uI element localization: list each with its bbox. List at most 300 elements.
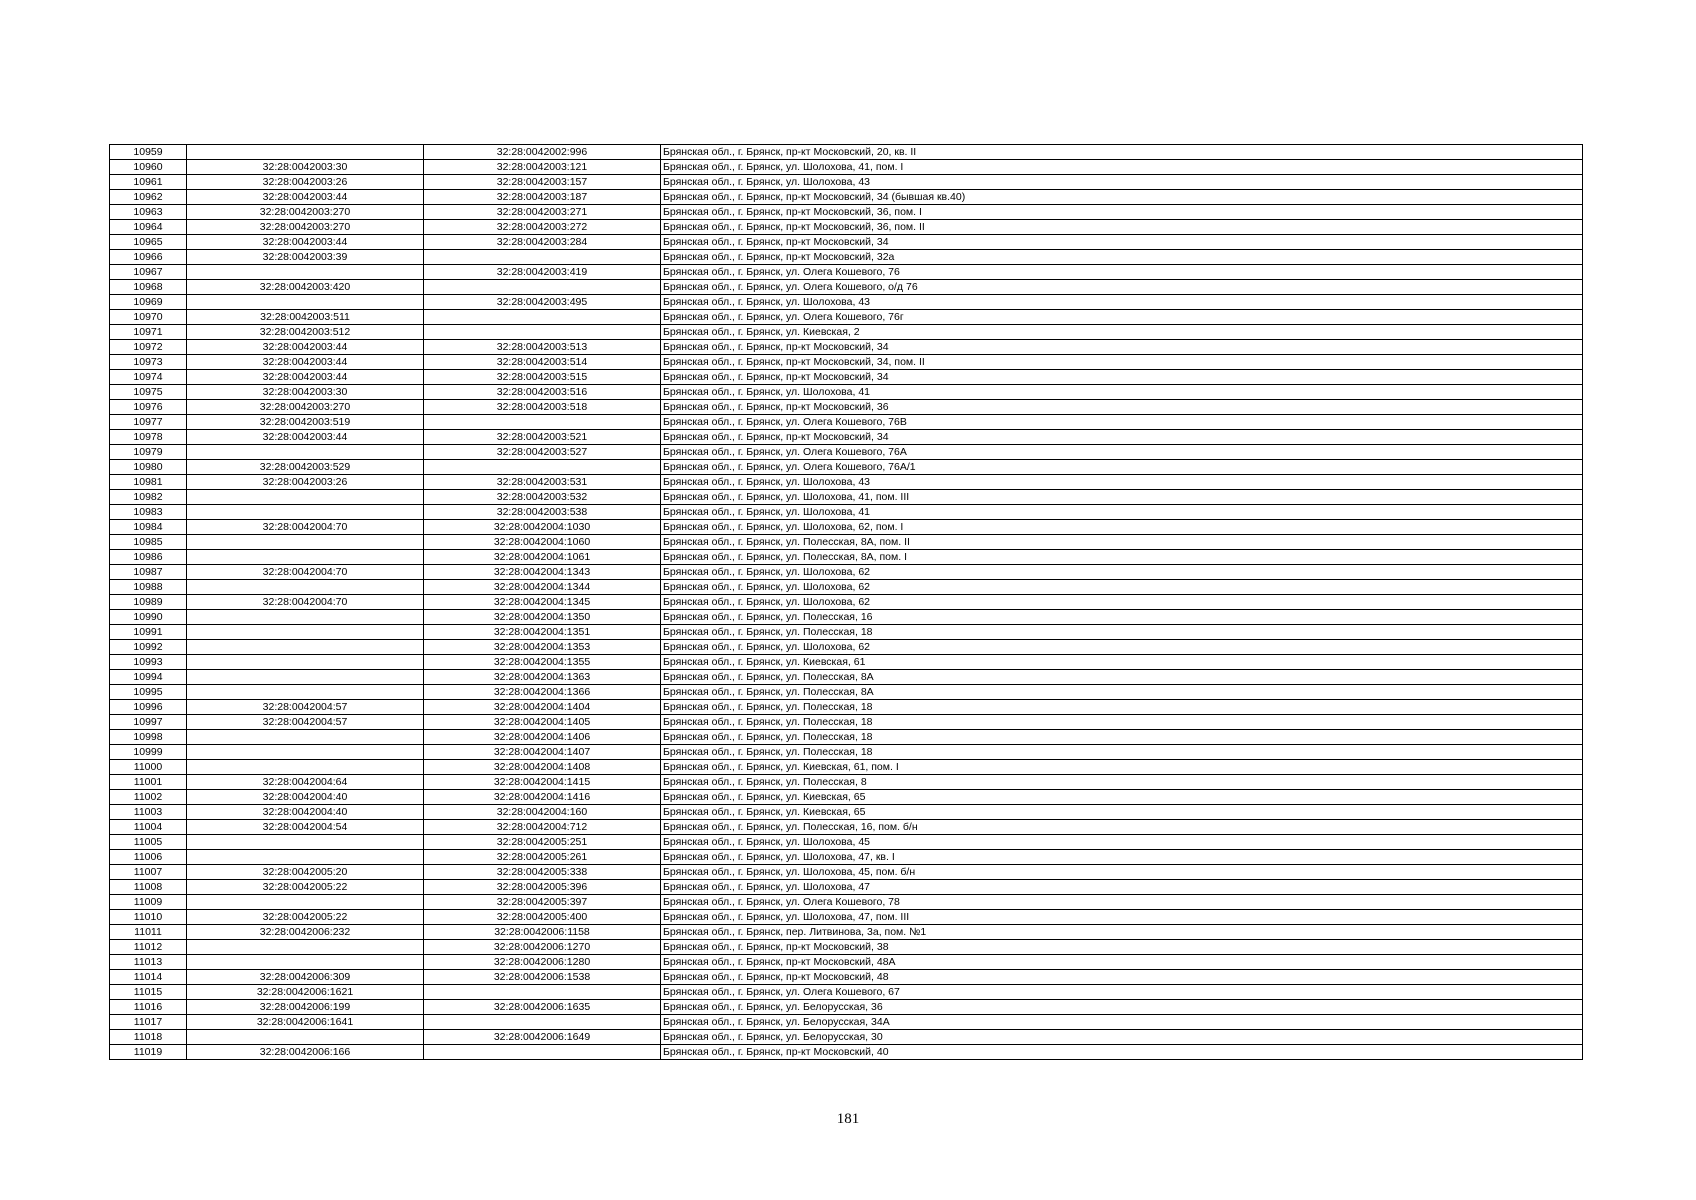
land-parcel-number-cell: [187, 265, 424, 280]
land-parcel-number-cell: 32:28:0042003:512: [187, 325, 424, 340]
land-parcel-number-cell: 32:28:0042003:44: [187, 430, 424, 445]
row-number-cell: 10960: [110, 160, 187, 175]
address-cell: Брянская обл., г. Брянск, пер. Литвинова, 3а, пом. №1: [661, 925, 1583, 940]
address-cell: Брянская обл., г. Брянск, ул. Олега Кошевого, 76г: [661, 310, 1583, 325]
row-number-cell: 10994: [110, 670, 187, 685]
object-number-cell: 32:28:0042003:513: [424, 340, 661, 355]
land-parcel-number-cell: 32:28:0042003:270: [187, 205, 424, 220]
object-number-cell: 32:28:0042004:1351: [424, 625, 661, 640]
land-parcel-number-cell: 32:28:0042004:57: [187, 700, 424, 715]
row-number-cell: 11013: [110, 955, 187, 970]
row-number-cell: 10998: [110, 730, 187, 745]
object-number-cell: [424, 280, 661, 295]
object-number-cell: 32:28:0042006:1280: [424, 955, 661, 970]
object-number-cell: 32:28:0042003:515: [424, 370, 661, 385]
table-row: [110, 355, 1583, 370]
address-cell: Брянская обл., г. Брянск, пр-кт Московский, 38: [661, 940, 1583, 955]
address-cell: Брянская обл., г. Брянск, пр-кт Московский, 34: [661, 370, 1583, 385]
table-row: [110, 460, 1583, 475]
address-cell: Брянская обл., г. Брянск, ул. Шолохова, 62: [661, 580, 1583, 595]
table-row: [110, 175, 1583, 190]
table-row: [110, 520, 1583, 535]
land-parcel-number-cell: 32:28:0042003:30: [187, 385, 424, 400]
table-row: [110, 655, 1583, 670]
row-number-cell: 10975: [110, 385, 187, 400]
object-number-cell: 32:28:0042003:516: [424, 385, 661, 400]
row-number-cell: 10988: [110, 580, 187, 595]
land-parcel-number-cell: [187, 145, 424, 160]
row-number-cell: 11000: [110, 760, 187, 775]
land-parcel-number-cell: [187, 610, 424, 625]
row-number-cell: 10976: [110, 400, 187, 415]
object-number-cell: [424, 1015, 661, 1030]
table-row: [110, 715, 1583, 730]
table-row: [110, 880, 1583, 895]
row-number-cell: 10999: [110, 745, 187, 760]
row-number-cell: 10978: [110, 430, 187, 445]
row-number-cell: 10980: [110, 460, 187, 475]
land-parcel-number-cell: [187, 745, 424, 760]
table-row: [110, 760, 1583, 775]
land-parcel-number-cell: 32:28:0042003:30: [187, 160, 424, 175]
address-cell: Брянская обл., г. Брянск, ул. Киевская, 65: [661, 790, 1583, 805]
land-parcel-number-cell: [187, 940, 424, 955]
address-cell: Брянская обл., г. Брянск, ул. Полесская, 18: [661, 745, 1583, 760]
address-cell: Брянская обл., г. Брянск, ул. Шолохова, 41: [661, 505, 1583, 520]
row-number-cell: 10962: [110, 190, 187, 205]
land-parcel-number-cell: 32:28:0042003:519: [187, 415, 424, 430]
land-parcel-number-cell: [187, 655, 424, 670]
object-number-cell: 32:28:0042006:1158: [424, 925, 661, 940]
row-number-cell: 10985: [110, 535, 187, 550]
table-row: [110, 625, 1583, 640]
land-parcel-number-cell: 32:28:0042004:40: [187, 790, 424, 805]
object-number-cell: 32:28:0042003:538: [424, 505, 661, 520]
row-number-cell: 11007: [110, 865, 187, 880]
land-parcel-number-cell: 32:28:0042003:44: [187, 190, 424, 205]
row-number-cell: 11008: [110, 880, 187, 895]
table-row: [110, 490, 1583, 505]
table-row: [110, 970, 1583, 985]
table-row: [110, 595, 1583, 610]
object-number-cell: 32:28:0042004:1408: [424, 760, 661, 775]
row-number-cell: 10961: [110, 175, 187, 190]
table-row: [110, 820, 1583, 835]
table-row: [110, 1000, 1583, 1015]
object-number-cell: 32:28:0042005:251: [424, 835, 661, 850]
object-number-cell: 32:28:0042004:160: [424, 805, 661, 820]
address-cell: Брянская обл., г. Брянск, ул. Олега Кошевого, 76А: [661, 445, 1583, 460]
address-cell: Брянская обл., г. Брянск, ул. Полесская, 16, пом. б/н: [661, 820, 1583, 835]
object-number-cell: [424, 1045, 661, 1060]
land-parcel-number-cell: [187, 760, 424, 775]
object-number-cell: 32:28:0042006:1538: [424, 970, 661, 985]
table-row: [110, 925, 1583, 940]
address-cell: Брянская обл., г. Брянск, ул. Полесская, 18: [661, 700, 1583, 715]
address-cell: Брянская обл., г. Брянск, ул. Шолохова, 62: [661, 565, 1583, 580]
table-row: [110, 940, 1583, 955]
address-cell: Брянская обл., г. Брянск, пр-кт Московский, 34: [661, 430, 1583, 445]
address-cell: Брянская обл., г. Брянск, ул. Полесская, 8А: [661, 685, 1583, 700]
table-row: [110, 895, 1583, 910]
row-number-cell: 10970: [110, 310, 187, 325]
table-row: [110, 220, 1583, 235]
object-number-cell: [424, 460, 661, 475]
object-number-cell: 32:28:0042004:1030: [424, 520, 661, 535]
object-number-cell: 32:28:0042004:1415: [424, 775, 661, 790]
land-parcel-number-cell: 32:28:0042006:1641: [187, 1015, 424, 1030]
table-row: [110, 280, 1583, 295]
row-number-cell: 10989: [110, 595, 187, 610]
address-cell: Брянская обл., г. Брянск, ул. Олега Кошевого, 76А/1: [661, 460, 1583, 475]
table-row: [110, 580, 1583, 595]
table-row: [110, 955, 1583, 970]
table-row: [110, 730, 1583, 745]
address-cell: Брянская обл., г. Брянск, ул. Олега Кошевого, 76В: [661, 415, 1583, 430]
land-parcel-number-cell: [187, 295, 424, 310]
land-parcel-number-cell: 32:28:0042003:26: [187, 475, 424, 490]
row-number-cell: 11012: [110, 940, 187, 955]
row-number-cell: 11014: [110, 970, 187, 985]
table-row: [110, 685, 1583, 700]
land-parcel-number-cell: 32:28:0042004:70: [187, 595, 424, 610]
row-number-cell: 10972: [110, 340, 187, 355]
land-parcel-number-cell: [187, 835, 424, 850]
object-number-cell: 32:28:0042004:1405: [424, 715, 661, 730]
address-cell: Брянская обл., г. Брянск, ул. Полесская, 8: [661, 775, 1583, 790]
table-row: [110, 550, 1583, 565]
row-number-cell: 11010: [110, 910, 187, 925]
land-parcel-number-cell: [187, 1030, 424, 1045]
table-row: [110, 325, 1583, 340]
table-row: [110, 505, 1583, 520]
registry-table: [109, 144, 1583, 1060]
object-number-cell: 32:28:0042003:521: [424, 430, 661, 445]
table-row: [110, 160, 1583, 175]
land-parcel-number-cell: [187, 895, 424, 910]
table-row: [110, 295, 1583, 310]
land-parcel-number-cell: [187, 685, 424, 700]
row-number-cell: 10966: [110, 250, 187, 265]
land-parcel-number-cell: [187, 550, 424, 565]
land-parcel-number-cell: 32:28:0042006:309: [187, 970, 424, 985]
address-cell: Брянская обл., г. Брянск, ул. Олега Кошевого, 78: [661, 895, 1583, 910]
land-parcel-number-cell: 32:28:0042003:26: [187, 175, 424, 190]
table-row: [110, 265, 1583, 280]
row-number-cell: 10982: [110, 490, 187, 505]
object-number-cell: 32:28:0042004:1061: [424, 550, 661, 565]
land-parcel-number-cell: [187, 445, 424, 460]
object-number-cell: 32:28:0042005:400: [424, 910, 661, 925]
address-cell: Брянская обл., г. Брянск, ул. Белорусская, 34А: [661, 1015, 1583, 1030]
object-number-cell: 32:28:0042005:338: [424, 865, 661, 880]
land-parcel-number-cell: 32:28:0042006:1621: [187, 985, 424, 1000]
land-parcel-number-cell: 32:28:0042004:64: [187, 775, 424, 790]
land-parcel-number-cell: 32:28:0042003:44: [187, 355, 424, 370]
object-number-cell: 32:28:0042003:419: [424, 265, 661, 280]
address-cell: Брянская обл., г. Брянск, ул. Шолохова, 43: [661, 475, 1583, 490]
table-row: [110, 250, 1583, 265]
address-cell: Брянская обл., г. Брянск, пр-кт Московский, 48: [661, 970, 1583, 985]
table-row: [110, 415, 1583, 430]
row-number-cell: 10995: [110, 685, 187, 700]
table-row: [110, 310, 1583, 325]
table-row: [110, 205, 1583, 220]
row-number-cell: 10959: [110, 145, 187, 160]
table-row: [110, 190, 1583, 205]
object-number-cell: 32:28:0042006:1649: [424, 1030, 661, 1045]
object-number-cell: [424, 985, 661, 1000]
table-row: [110, 475, 1583, 490]
table-row: [110, 535, 1583, 550]
object-number-cell: [424, 310, 661, 325]
address-cell: Брянская обл., г. Брянск, пр-кт Московский, 34: [661, 235, 1583, 250]
table-row: [110, 640, 1583, 655]
land-parcel-number-cell: 32:28:0042003:39: [187, 250, 424, 265]
object-number-cell: 32:28:0042004:1060: [424, 535, 661, 550]
table-row: [110, 145, 1583, 160]
row-number-cell: 10983: [110, 505, 187, 520]
land-parcel-number-cell: [187, 955, 424, 970]
row-number-cell: 10991: [110, 625, 187, 640]
address-cell: Брянская обл., г. Брянск, пр-кт Московский, 20, кв. II: [661, 145, 1583, 160]
row-number-cell: 10987: [110, 565, 187, 580]
object-number-cell: 32:28:0042002:996: [424, 145, 661, 160]
address-cell: Брянская обл., г. Брянск, ул. Олега Кошевого, о/д 76: [661, 280, 1583, 295]
table-row: [110, 805, 1583, 820]
address-cell: Брянская обл., г. Брянск, пр-кт Московский, 34, пом. II: [661, 355, 1583, 370]
object-number-cell: [424, 325, 661, 340]
address-cell: Брянская обл., г. Брянск, ул. Шолохова, 62: [661, 640, 1583, 655]
land-parcel-number-cell: [187, 730, 424, 745]
table-row: [110, 670, 1583, 685]
row-number-cell: 11001: [110, 775, 187, 790]
table-row: [110, 445, 1583, 460]
address-cell: Брянская обл., г. Брянск, пр-кт Московский, 36: [661, 400, 1583, 415]
row-number-cell: 10986: [110, 550, 187, 565]
object-number-cell: 32:28:0042004:1366: [424, 685, 661, 700]
address-cell: Брянская обл., г. Брянск, ул. Шолохова, 47, пом. III: [661, 910, 1583, 925]
land-parcel-number-cell: 32:28:0042005:20: [187, 865, 424, 880]
table-row: [110, 865, 1583, 880]
table-row: [110, 790, 1583, 805]
address-cell: Брянская обл., г. Брянск, пр-кт Московский, 32а: [661, 250, 1583, 265]
address-cell: Брянская обл., г. Брянск, пр-кт Московский, 48А: [661, 955, 1583, 970]
address-cell: Брянская обл., г. Брянск, ул. Шолохова, 43: [661, 295, 1583, 310]
address-cell: Брянская обл., г. Брянск, ул. Полесская, 18: [661, 625, 1583, 640]
row-number-cell: 11016: [110, 1000, 187, 1015]
address-cell: Брянская обл., г. Брянск, пр-кт Московский, 40: [661, 1045, 1583, 1060]
object-number-cell: 32:28:0042004:1406: [424, 730, 661, 745]
object-number-cell: 32:28:0042003:514: [424, 355, 661, 370]
object-number-cell: 32:28:0042003:284: [424, 235, 661, 250]
table-row: [110, 850, 1583, 865]
table-row: [110, 385, 1583, 400]
object-number-cell: 32:28:0042003:271: [424, 205, 661, 220]
address-cell: Брянская обл., г. Брянск, ул. Шолохова, 41, пом. III: [661, 490, 1583, 505]
land-parcel-number-cell: [187, 505, 424, 520]
object-number-cell: 32:28:0042006:1635: [424, 1000, 661, 1015]
land-parcel-number-cell: 32:28:0042006:199: [187, 1000, 424, 1015]
address-cell: Брянская обл., г. Брянск, ул. Киевская, 65: [661, 805, 1583, 820]
object-number-cell: 32:28:0042004:1344: [424, 580, 661, 595]
land-parcel-number-cell: 32:28:0042003:529: [187, 460, 424, 475]
row-number-cell: 11006: [110, 850, 187, 865]
address-cell: Брянская обл., г. Брянск, ул. Белорусская, 30: [661, 1030, 1583, 1045]
object-number-cell: 32:28:0042004:1407: [424, 745, 661, 760]
row-number-cell: 10981: [110, 475, 187, 490]
land-parcel-number-cell: 32:28:0042006:232: [187, 925, 424, 940]
object-number-cell: 32:28:0042004:1416: [424, 790, 661, 805]
object-number-cell: 32:28:0042003:527: [424, 445, 661, 460]
address-cell: Брянская обл., г. Брянск, ул. Киевская, 61, пом. I: [661, 760, 1583, 775]
land-parcel-number-cell: [187, 625, 424, 640]
row-number-cell: 10997: [110, 715, 187, 730]
land-parcel-number-cell: 32:28:0042004:54: [187, 820, 424, 835]
land-parcel-number-cell: 32:28:0042003:511: [187, 310, 424, 325]
object-number-cell: 32:28:0042003:121: [424, 160, 661, 175]
land-parcel-number-cell: [187, 850, 424, 865]
land-parcel-number-cell: [187, 490, 424, 505]
object-number-cell: 32:28:0042005:261: [424, 850, 661, 865]
registry-table-body: [110, 145, 1583, 1060]
object-number-cell: 32:28:0042004:1355: [424, 655, 661, 670]
row-number-cell: 10969: [110, 295, 187, 310]
address-cell: Брянская обл., г. Брянск, пр-кт Московский, 36, пом. II: [661, 220, 1583, 235]
object-number-cell: [424, 250, 661, 265]
table-row: [110, 910, 1583, 925]
row-number-cell: 11005: [110, 835, 187, 850]
address-cell: Брянская обл., г. Брянск, ул. Полесская, 8А: [661, 670, 1583, 685]
object-number-cell: 32:28:0042005:397: [424, 895, 661, 910]
row-number-cell: 10992: [110, 640, 187, 655]
land-parcel-number-cell: [187, 580, 424, 595]
object-number-cell: 32:28:0042004:1353: [424, 640, 661, 655]
row-number-cell: 11011: [110, 925, 187, 940]
address-cell: Брянская обл., г. Брянск, ул. Шолохова, 45, пом. б/н: [661, 865, 1583, 880]
row-number-cell: 10965: [110, 235, 187, 250]
row-number-cell: 10990: [110, 610, 187, 625]
address-cell: Брянская обл., г. Брянск, пр-кт Московский, 36, пом. I: [661, 205, 1583, 220]
row-number-cell: 10963: [110, 205, 187, 220]
address-cell: Брянская обл., г. Брянск, ул. Олега Кошевого, 76: [661, 265, 1583, 280]
land-parcel-number-cell: 32:28:0042003:270: [187, 220, 424, 235]
object-number-cell: 32:28:0042004:1350: [424, 610, 661, 625]
land-parcel-number-cell: 32:28:0042003:44: [187, 370, 424, 385]
row-number-cell: 10964: [110, 220, 187, 235]
object-number-cell: 32:28:0042005:396: [424, 880, 661, 895]
land-parcel-number-cell: 32:28:0042004:57: [187, 715, 424, 730]
object-number-cell: 32:28:0042003:187: [424, 190, 661, 205]
land-parcel-number-cell: 32:28:0042003:420: [187, 280, 424, 295]
object-number-cell: 32:28:0042003:157: [424, 175, 661, 190]
address-cell: Брянская обл., г. Брянск, ул. Шолохова, 47: [661, 880, 1583, 895]
row-number-cell: 11003: [110, 805, 187, 820]
address-cell: Брянская обл., г. Брянск, ул. Полесская, 16: [661, 610, 1583, 625]
address-cell: Брянская обл., г. Брянск, пр-кт Московский, 34 (бывшая кв.40): [661, 190, 1583, 205]
object-number-cell: 32:28:0042003:531: [424, 475, 661, 490]
land-parcel-number-cell: 32:28:0042005:22: [187, 880, 424, 895]
address-cell: Брянская обл., г. Брянск, ул. Киевская, 2: [661, 325, 1583, 340]
address-cell: Брянская обл., г. Брянск, ул. Шолохова, 45: [661, 835, 1583, 850]
row-number-cell: 10977: [110, 415, 187, 430]
row-number-cell: 10974: [110, 370, 187, 385]
land-parcel-number-cell: 32:28:0042003:44: [187, 235, 424, 250]
row-number-cell: 10971: [110, 325, 187, 340]
object-number-cell: 32:28:0042004:1404: [424, 700, 661, 715]
row-number-cell: 10984: [110, 520, 187, 535]
land-parcel-number-cell: 32:28:0042004:70: [187, 520, 424, 535]
table-row: [110, 1015, 1583, 1030]
address-cell: Брянская обл., г. Брянск, ул. Олега Кошевого, 67: [661, 985, 1583, 1000]
address-cell: Брянская обл., г. Брянск, ул. Шолохова, 47, кв. I: [661, 850, 1583, 865]
object-number-cell: 32:28:0042003:272: [424, 220, 661, 235]
row-number-cell: 10996: [110, 700, 187, 715]
land-parcel-number-cell: 32:28:0042003:44: [187, 340, 424, 355]
land-parcel-number-cell: 32:28:0042004:70: [187, 565, 424, 580]
address-cell: Брянская обл., г. Брянск, ул. Полесская, 18: [661, 715, 1583, 730]
address-cell: Брянская обл., г. Брянск, ул. Киевская, 61: [661, 655, 1583, 670]
object-number-cell: 32:28:0042003:532: [424, 490, 661, 505]
row-number-cell: 10993: [110, 655, 187, 670]
row-number-cell: 10979: [110, 445, 187, 460]
object-number-cell: 32:28:0042003:518: [424, 400, 661, 415]
object-number-cell: 32:28:0042004:1363: [424, 670, 661, 685]
address-cell: Брянская обл., г. Брянск, ул. Полесская, 8А, пом. I: [661, 550, 1583, 565]
address-cell: Брянская обл., г. Брянск, ул. Белорусская, 36: [661, 1000, 1583, 1015]
address-cell: Брянская обл., г. Брянск, ул. Шолохова, 41: [661, 385, 1583, 400]
table-row: [110, 340, 1583, 355]
address-cell: Брянская обл., г. Брянск, ул. Полесская, 18: [661, 730, 1583, 745]
table-row: [110, 1030, 1583, 1045]
land-parcel-number-cell: 32:28:0042003:270: [187, 400, 424, 415]
table-row: [110, 700, 1583, 715]
table-row: [110, 835, 1583, 850]
land-parcel-number-cell: [187, 670, 424, 685]
table-row: [110, 610, 1583, 625]
table-row: [110, 565, 1583, 580]
object-number-cell: [424, 415, 661, 430]
table-row: [110, 775, 1583, 790]
row-number-cell: 10973: [110, 355, 187, 370]
object-number-cell: 32:28:0042006:1270: [424, 940, 661, 955]
row-number-cell: 11004: [110, 820, 187, 835]
row-number-cell: 10967: [110, 265, 187, 280]
row-number-cell: 10968: [110, 280, 187, 295]
address-cell: Брянская обл., г. Брянск, ул. Шолохова, 62, пом. I: [661, 520, 1583, 535]
row-number-cell: 11009: [110, 895, 187, 910]
page-number: 181: [836, 1111, 860, 1127]
table-row: [110, 235, 1583, 250]
table-row: [110, 985, 1583, 1000]
table-row: [110, 400, 1583, 415]
land-parcel-number-cell: [187, 640, 424, 655]
table-row: [110, 430, 1583, 445]
row-number-cell: 11002: [110, 790, 187, 805]
row-number-cell: 11019: [110, 1045, 187, 1060]
table-row: [110, 745, 1583, 760]
object-number-cell: 32:28:0042003:495: [424, 295, 661, 310]
address-cell: Брянская обл., г. Брянск, ул. Шолохова, 43: [661, 175, 1583, 190]
address-cell: Брянская обл., г. Брянск, ул. Шолохова, 41, пом. I: [661, 160, 1583, 175]
address-cell: Брянская обл., г. Брянск, ул. Шолохова, 62: [661, 595, 1583, 610]
table-row: [110, 370, 1583, 385]
row-number-cell: 11015: [110, 985, 187, 1000]
land-parcel-number-cell: 32:28:0042006:166: [187, 1045, 424, 1060]
object-number-cell: 32:28:0042004:1343: [424, 565, 661, 580]
table-row: [110, 1045, 1583, 1060]
land-parcel-number-cell: [187, 535, 424, 550]
